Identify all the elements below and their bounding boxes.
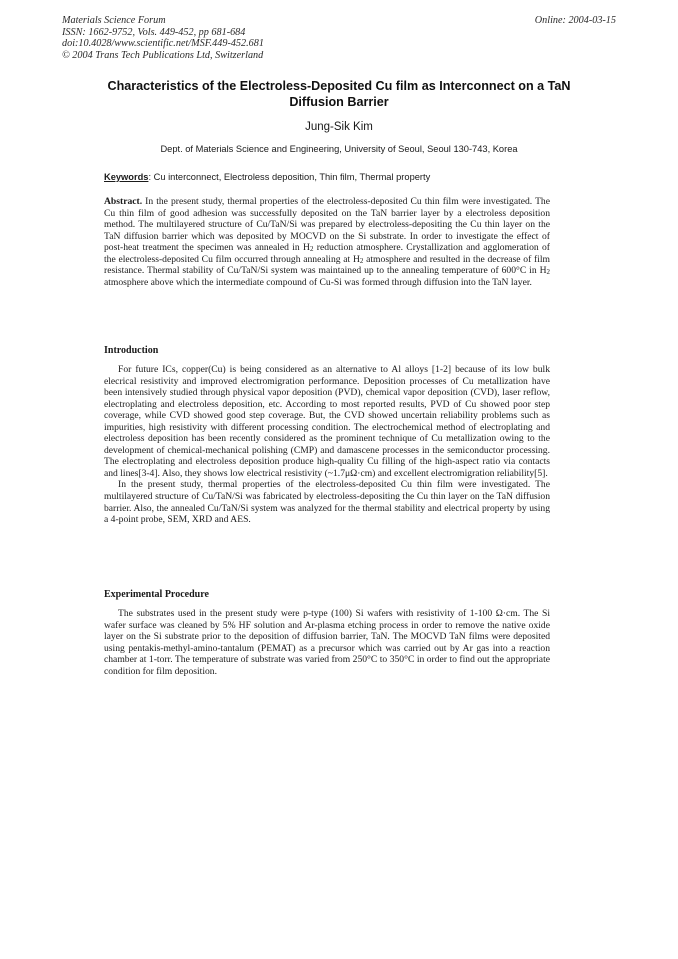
paper-title: Characteristics of the Electroless-Deposited Cu film as Interconnect on a TaN Diffusion Barrier xyxy=(107,79,571,109)
abstract-text-3: atmosphere and resulted in the decrease of film resistance. Thermal stability of Cu/TaN/Si system was maintained up to the annealing temperature of 600°C in H xyxy=(104,253,550,277)
abstract-text-4: atmosphere above which the intermediate compound of Cu-Si was formed through diffusion into the TaN layer. xyxy=(104,276,532,288)
h2-subscript: 2 xyxy=(546,268,550,277)
doi-line: doi:10.4028/www.scientific.net/MSF.449-452.681 xyxy=(62,38,264,50)
keywords-line: Keywords: Cu interconnect, Electroless deposition, Thin film, Thermal property xyxy=(104,172,431,182)
h2-subscript: 2 xyxy=(359,256,364,265)
keywords-list: Cu interconnect, Electroless deposition, Thin film, Thermal property xyxy=(153,172,431,182)
introduction-heading: Introduction xyxy=(104,345,159,356)
issn-line: ISSN: 1662-9752, Vols. 449-452, pp 681-684 xyxy=(62,26,246,38)
intro-paragraph-2: In the present study, thermal properties of the electroless-deposited Cu thin film were investigated. The multilayered structure of Cu/TaN/Si was fabricated by electroless-depositing the Cu thin layer on the TaN diffusion barrier. Also, the annealed Cu/TaN/Si system was analyzed for the thermal stability and electrical property by using a 4-point probe, SEM, XRD and AES. xyxy=(104,479,550,526)
h2-subscript: 2 xyxy=(309,245,314,254)
intro-paragraph-1: For future ICs, copper(Cu) is being considered as an alternative to Al alloys [1-2] because of its low bulk elecrical resistivity and improved electromigration performance. Deposition processes of Cu metallization have been intensively studied through physical vapor deposition (PVD), chemical vapor deposition (CVD), laser reflow, electroplating and electroless deposition, etc. According to most reported results, PVD of Cu showed poor step coverage, while CVD showed good step coverage. But, the CVD showed uncertain reliability problems such as impurities, high resistivity with different processing condition. The electrochemical method of electroplating and electroless deposition has been recently considered as the prominent technique of Cu metallization owing to the development of chemical-mechanical polishing (CMP) and damascene processes in the semiconductor processing. The electroplating and electroless deposition produce high-quality Cu filling of the high-aspect ratio via contacts and lines[3-4]. Also, they shows low electrical resistivity (~1.7μΩ·cm) and excellent electromigration reliability[5]. xyxy=(104,364,550,479)
abstract-text-2: reduction atmosphere. Crystallization and agglomeration of the electroless-deposited Cu film occurred through annealing at H xyxy=(104,242,550,265)
journal-name: Materials Science Forum xyxy=(62,15,166,26)
experimental-heading: Experimental Procedure xyxy=(104,589,209,600)
introduction-section xyxy=(104,364,550,526)
experimental-paragraph-1: The substrates used in the present study were p-type (100) Si wafers with resistivity of 1-100 Ω·cm. The Si wafer surface was cleaned by 5% HF solution and Ar-plasma etching process in order to remove the native oxide layer on the Si substrate prior to the deposition of diffusion barrier, TaN. The MOCVD TaN films were deposited using pentakis-methyl-amino-tantalum (PEMAT) as a precursor which was carried out by Ar gas into a reaction chamber at 1-torr. The temperature of substrate was varied from 250°C to 350°C in order to find out the appropriate condition for film deposition. xyxy=(104,608,550,677)
affiliation: Dept. of Materials Science and Engineering, University of Seoul, Seoul 130-743, Korea xyxy=(160,144,518,154)
keywords-label: Keywords xyxy=(104,172,149,182)
abstract-text-1: In the present study, thermal properties of the electroless-deposited Cu thin film were investigated. The Cu thin film of good adhesion was successfully deposited on the TaN barrier layer by a electroless deposition method. The multilayered structure of Cu/TaN/Si was prepared by electroless-depositing the Cu thin layer on the TaN diffusion barrier which was deposited by MOCVD on the Si substrate. In order to investigate the effect of post-heat treatment the specimen was annealed in H xyxy=(104,196,550,254)
abstract-label: Abstract. xyxy=(104,196,143,207)
online-date: Online: 2004-03-15 xyxy=(534,15,616,26)
author-name: Jung-Sik Kim xyxy=(305,121,373,133)
abstract-section xyxy=(104,196,550,288)
copyright-line: © 2004 Trans Tech Publications Ltd, Switzerland xyxy=(62,49,264,61)
experimental-section xyxy=(104,608,550,677)
journal-header xyxy=(62,15,264,61)
